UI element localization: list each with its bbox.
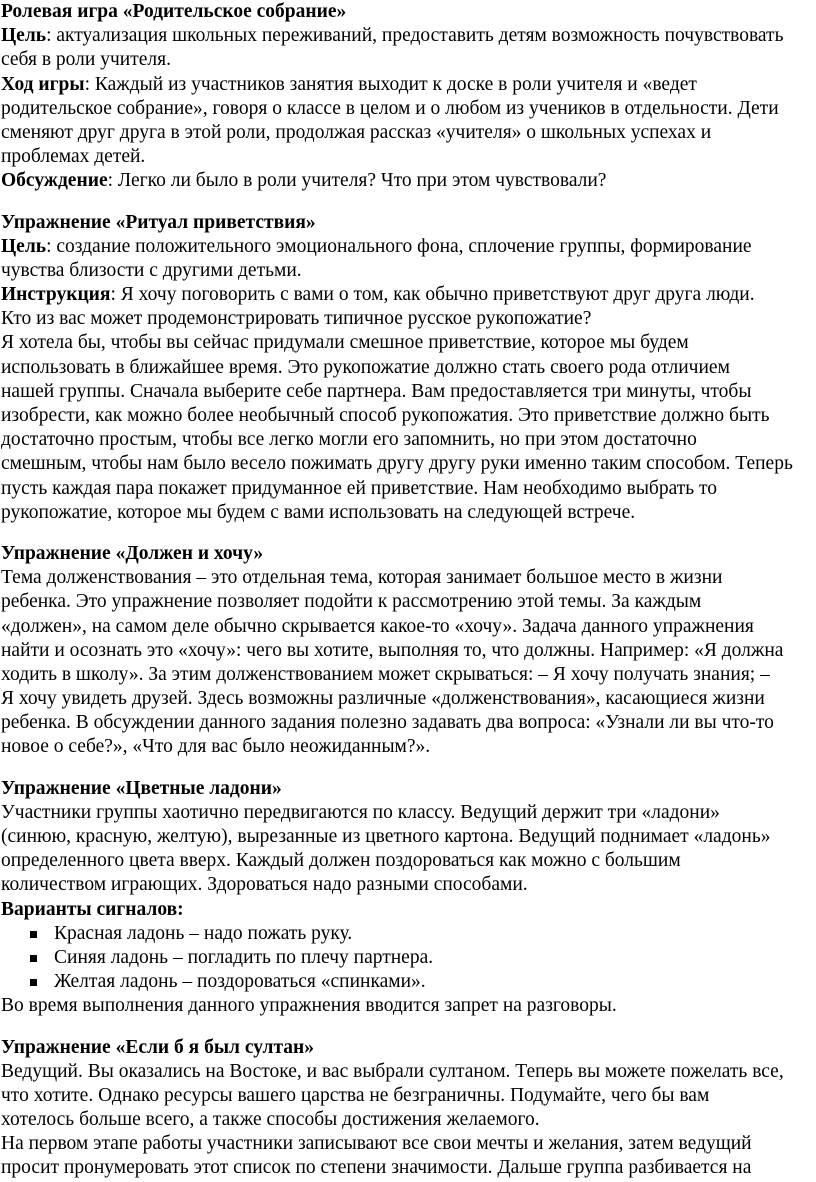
section-title: Упражнение «Цветные ладони» (1, 777, 282, 799)
text-line: новое о себе?», «Что для вас было неожиданным?». (1, 736, 431, 758)
list-item (1, 946, 810, 970)
text-line: ходить в школу». За этим долженствованием может скрываться: – Я хочу получать знания; – (1, 663, 770, 685)
course-line (1, 73, 810, 97)
variants-title: Варианты сигналов: (1, 898, 184, 920)
discussion-label: Обсуждение (1, 170, 108, 192)
goal-text: : создание положительного эмоционального фона, сплочение группы, формирование (46, 235, 752, 257)
text-line: пусть каждая пара покажет придуманное ей приветствие. Нам необходимо выбрать то (1, 477, 718, 499)
text-line: изобрести, как можно более необычный способ рукопожатия. Это приветствие должно быть (1, 405, 770, 426)
list-item (1, 970, 810, 994)
course-label: Ход игры (1, 73, 85, 95)
text-line: (синюю, красную, желтую), вырезанные из цветного картона. Ведущий поднимает «ладонь» (1, 826, 771, 847)
text-line: ребенка. Это упражнение позволяет подойти к рассмотрению этой темы. За каждым (1, 591, 702, 613)
text-line: рукопожатие, которое мы будем с вами использовать на следующей встрече. (1, 501, 636, 523)
goal-label: Цель (1, 235, 47, 257)
goal-line (1, 24, 810, 48)
text-line: количеством играющих. Здороваться надо разными способами. (1, 874, 528, 896)
list-item-text: Синяя ладонь – погладить по плечу партнера. (54, 946, 434, 968)
bullet-square-icon (30, 979, 37, 986)
text-line: проблемах детей. (1, 146, 146, 168)
discussion-line (1, 169, 810, 193)
text-line: смешным, чтобы нам было весело пожимать другу другу руки именно таким способом. Теперь (1, 453, 793, 475)
goal-label: Цель (1, 25, 47, 47)
text-line: сменяют друг друга в этой роли, продолжая рассказ «учителя» о школьных успехах и (1, 121, 712, 143)
text-line: достаточно простым, чтобы все легко могли его запомнить, но при этом достаточно (1, 429, 697, 451)
bullet-square-icon (30, 931, 37, 938)
text-line: нашей группы. Сначала выберите себе партнера. Вам предоставляется три минуты, чтобы (1, 380, 752, 402)
bullet-square-icon (30, 955, 37, 962)
text-line: найти и осознать это «хочу»: чего вы хотите, выполняя то, что должны. Например: «Я должна (1, 639, 784, 661)
text-line: Ведущий. Вы оказались на Востоке, и вас выбрали султаном. Теперь вы можете пожелать все, (1, 1060, 784, 1082)
goal-text: актуализация школьных переживаний, предоставить детям возможность почувствовать (56, 25, 784, 47)
section-title: Упражнение «Должен и хочу» (1, 542, 264, 564)
text-line: Во время выполнения данного упражнения вводится запрет на разговоры. (1, 995, 617, 1017)
text-line: родительское собрание», говоря о классе в целом и о любом из учеников в отдельности. Дети (1, 97, 779, 119)
text-line: Я хочу увидеть друзей. Здесь возможны различные «долженствования», касающиеся жизни (1, 688, 765, 710)
text-line: Тема долженствования – это отдельная тема, которая занимает большое место в жизни (1, 567, 723, 589)
text-line: Участники группы хаотично передвигаются по классу. Ведущий держит три «ладони» (1, 801, 720, 823)
text-line: Я хотела бы, чтобы вы сейчас придумали смешное приветствие, которое мы будем (1, 332, 689, 354)
list-item-text: Желтая ладонь – поздороваться «спинками». (54, 971, 426, 993)
text-line: что хотите. Однако ресурсы вашего царства не безграничны. Подумайте, чего бы вам (1, 1084, 710, 1106)
section-title: Упражнение «Если б я был султан» (1, 1036, 315, 1058)
instruction-line (1, 283, 810, 307)
text-line: себя в роли учителя. (1, 49, 171, 71)
goal-text: : (46, 25, 57, 47)
section-title: Упражнение «Ритуал приветствия» (1, 211, 316, 233)
discussion-text: : Легко ли было в роли учителя? Что при этом чувствовали? (107, 170, 607, 192)
text-line: просит пронумеровать этот список по степени значимости. Дальше группа разбивается на (1, 1157, 752, 1179)
text-line: использовать в ближайшее время. Это рукопожатие должно стать своего рода отличием (1, 356, 730, 378)
text-line: чувства близости с другими детьми. (1, 259, 302, 281)
text-line: Кто из вас может продемонстрировать типичное русское рукопожатие? (1, 308, 592, 330)
course-text: : Каждый из участников занятия выходит к доске в роли учителя и «ведет (84, 73, 697, 95)
text-line: ребенка. В обсуждении данного задания полезно задавать два вопроса: «Узнали ли вы что-то (1, 712, 774, 734)
instruction-text: : Я хочу поговорить с вами о том, как обычно приветствуют друг друга люди. (110, 284, 755, 306)
section-title: Ролевая игра «Родительское собрание» (1, 1, 347, 22)
instruction-label: Инструкция (1, 284, 111, 306)
text-line: На первом этапе работы участники записывают все свои мечты и желания, затем ведущий (1, 1133, 752, 1155)
list-item (1, 922, 810, 946)
goal-line (1, 235, 810, 259)
text-line: определенного цвета вверх. Каждый должен поздороваться как можно с большим (1, 850, 681, 872)
text-line: «должен», на самом деле обычно скрывается какое-то «хочу». Задача данного упражнения (1, 615, 754, 637)
text-line: хотелось больше всего, а также способы достижения желаемого. (1, 1109, 540, 1131)
list-item-text: Красная ладонь – надо пожать руку. (54, 922, 353, 944)
